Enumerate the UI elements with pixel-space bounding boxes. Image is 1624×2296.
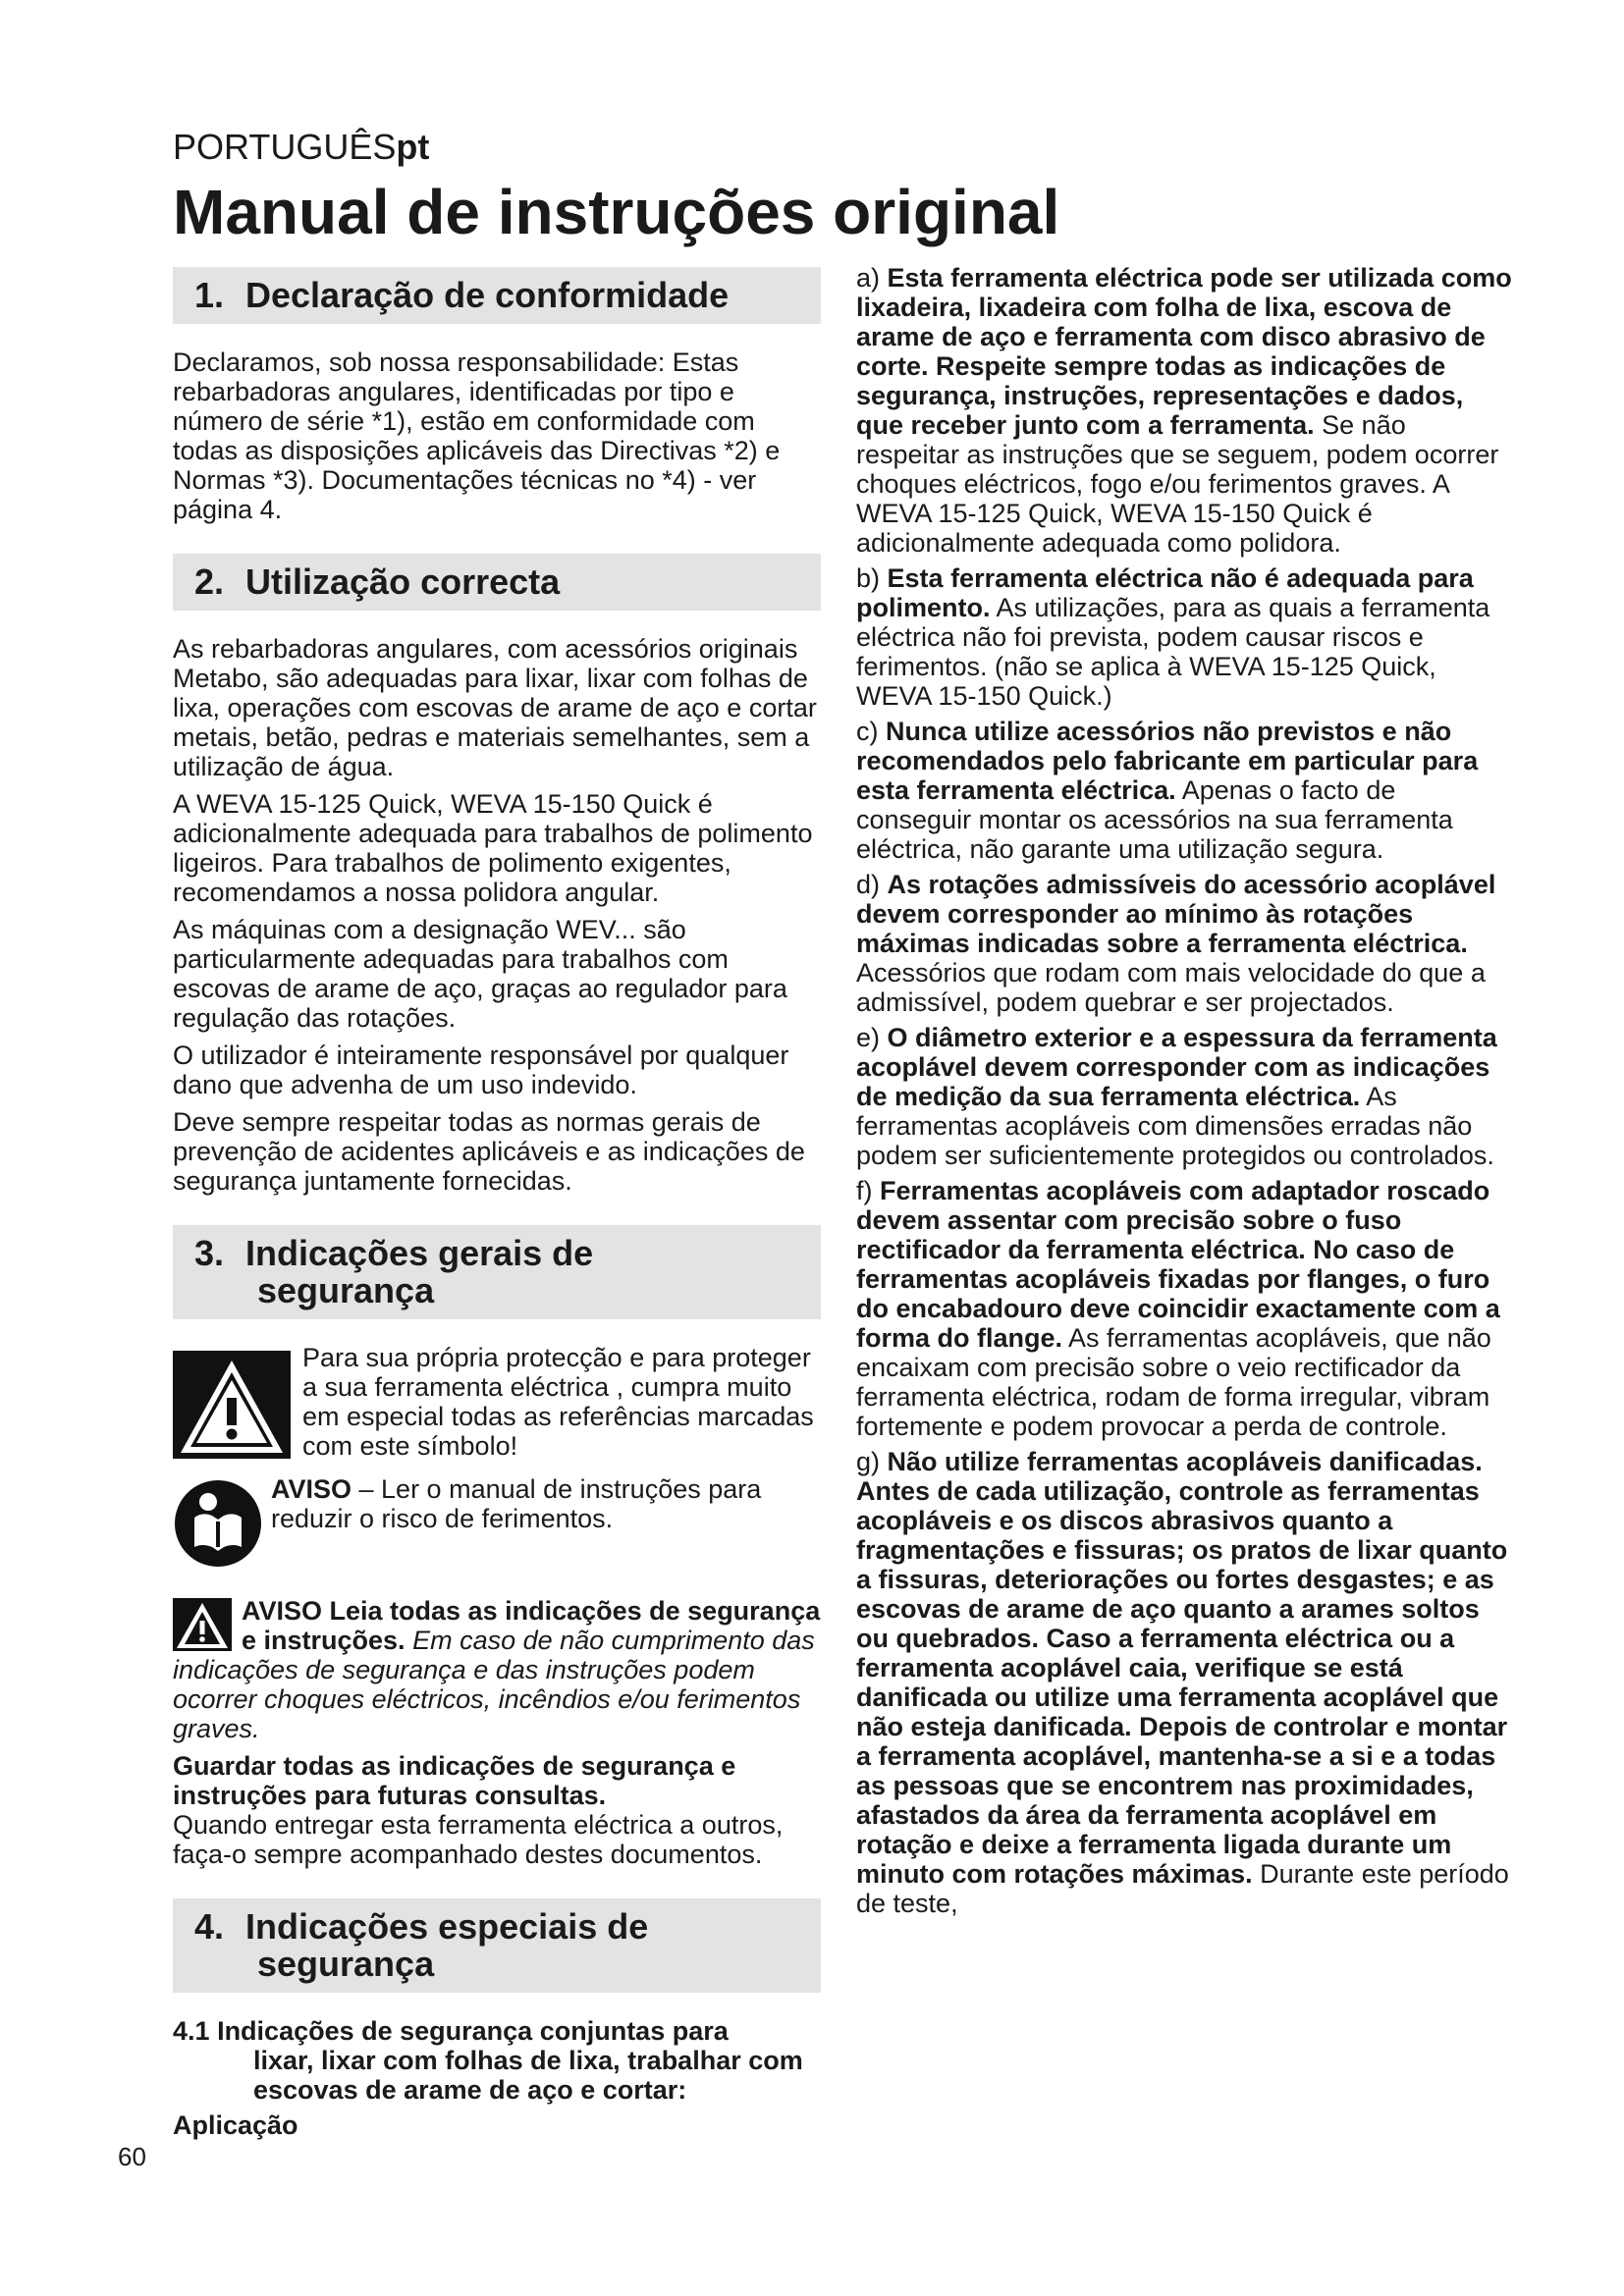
safety-item-text: Apenas o facto de conseguir montar os acessórios na sua ferramenta eléctrica, não garante uma utilização segura.	[856, 775, 1453, 864]
safety-item-f	[856, 1176, 1516, 1441]
page-title: Manual de instruções original	[173, 177, 1060, 247]
section-1-heading	[173, 267, 821, 324]
read-manual-icon	[173, 1478, 263, 1569]
section-1-number: 1.	[194, 275, 225, 315]
safety-item-letter: a)	[856, 263, 881, 293]
warning-symbol-note	[173, 1343, 821, 1461]
keep-instructions-text: Quando entregar esta ferramenta eléctrica a outros, faça-o sempre acompanhado destes documentos.	[173, 1810, 784, 1869]
section-3-title-line1: Indicações gerais de	[245, 1233, 594, 1273]
safety-item-bold: As rotações admissíveis do acessório acoplável devem corresponder ao mínimo às rotações máximas indicadas sobre a ferramenta eléctrica.	[856, 870, 1496, 958]
section-2-paragraph: A WEVA 15-125 Quick, WEVA 15-150 Quick é adicionalmente adequada para trabalhos de polimento ligeiros. Para trabalhos de polimento exigentes, recomendamos a nossa polidora angular.	[173, 789, 813, 907]
safety-item-bold: Não utilize ferramentas acopláveis danificadas. Antes de cada utilização, controle as ferramentas acopláveis e os discos abrasivos quanto a fragmentações e fissuras; os pratos de lixar quanto a fissuras, deteriorações ou fortes desgastes; e as escovas de arame de aço quanto a arames soltos ou quebrados. Caso a ferramenta eléctrica ou a ferramenta acoplável caia, verifique se está danificada ou utilize uma ferramenta acoplável que não esteja danificada. Depois de controlar e montar a ferramenta acoplável, mantenha-se a si e a todas as pessoas que se encontrem nas proximidades, afastados da área da ferramenta acoplável em rotação e deixe a ferramenta ligada durante um minuto com rotações máximas.	[856, 1447, 1508, 1889]
keep-instructions-heading: Guardar todas as indicações de segurança e instruções para futuras consultas.	[173, 1751, 736, 1810]
safety-item-letter: d)	[856, 870, 881, 899]
section-4-heading	[173, 1898, 821, 1993]
warning-symbol-text: Para sua própria protecção e para proteger a sua ferramenta eléctrica , cumpra muito em especial todas as referências marcadas com este símbolo!	[302, 1343, 814, 1461]
section-2-paragraph: As máquinas com a designação WEV... são particularmente adequadas para trabalhos com escovas de arame de aço, graças ao regulador para regulação das rotações.	[173, 915, 787, 1033]
subsection-4-1-rest: lixar, lixar com folhas de lixa, trabalhar com escovas de arame de aço e cortar:	[253, 2046, 803, 2105]
language-label	[173, 128, 429, 167]
safety-item-text: As ferramentas acopláveis, que não encaixam com precisão sobre o veio rectificador da ferramenta eléctrica, rodam de forma irregular, vibram fortemente e podem provocar a perda de controle.	[856, 1323, 1491, 1441]
language-name: PORTUGUÊS	[173, 127, 397, 167]
subsection-4-1-number: 4.1	[173, 2016, 210, 2046]
section-4-number: 4.	[194, 1906, 225, 1947]
page-number: 60	[118, 2142, 146, 2171]
section-2-paragraph: Deve sempre respeitar todas as normas gerais de prevenção de acidentes aplicáveis e as indicações de segurança juntamente fornecidas.	[173, 1107, 805, 1196]
section-2-paragraph: O utilizador é inteiramente responsável por qualquer dano que advenha de um uso indevido.	[173, 1041, 789, 1099]
safety-item-letter: f)	[856, 1176, 873, 1205]
safety-item-bold: Esta ferramenta eléctrica pode ser utilizada como lixadeira, lixadeira com folha de lixa, escova de arame de aço e ferramenta com disco abrasivo de corte. Respeite sempre todas as indicações de segurança, instruções, representações e dados, que receber junto com a ferramenta.	[856, 263, 1512, 440]
section-2-heading	[173, 554, 821, 611]
general-warning	[173, 1596, 821, 1743]
safety-item-letter: g)	[856, 1447, 881, 1476]
safety-item-b	[856, 563, 1516, 711]
subsection-4-1-line1: Indicações de segurança conjuntas para	[217, 2016, 729, 2046]
warning-triangle-icon	[173, 1351, 291, 1459]
safety-item-text: As utilizações, para as quais a ferramenta eléctrica não foi prevista, podem causar riscos e ferimentos. (não se aplica à WEVA 15-125 Quick, WEVA 15-150 Quick.)	[856, 593, 1490, 711]
general-warning-italic: Em caso de não cumprimento das indicações de segurança e das instruções podem ocorrer choques eléctricos, incêndios e/ou ferimentos graves.	[173, 1626, 815, 1743]
section-3-title-line2: segurança	[257, 1270, 435, 1310]
section-2-number: 2.	[194, 561, 225, 602]
aviso-label: AVISO	[271, 1474, 352, 1504]
aviso-text: – Ler o manual de instruções para reduzir o risco de ferimentos.	[271, 1474, 762, 1533]
section-4-title-line1: Indicações especiais de	[245, 1906, 649, 1947]
language-code: pt	[396, 127, 430, 167]
section-3-number: 3.	[194, 1233, 225, 1273]
section-4-title-line2: segurança	[257, 1944, 435, 1984]
subsection-4-1-heading	[173, 2016, 821, 2105]
safety-item-g	[856, 1447, 1516, 1918]
general-warning-bold: AVISO Leia todas as indicações de segurança e instruções.	[242, 1596, 821, 1655]
safety-item-text: Durante este período de teste,	[856, 1859, 1509, 1918]
application-heading: Aplicação	[173, 2110, 298, 2140]
safety-item-text: Se não respeitar as instruções que se seguem, podem ocorrer choques eléctricos, fogo e/ou ferimentos graves. A WEVA 15-125 Quick, WEVA 15-150 Quick é adicionalmente adequada como polidora.	[856, 410, 1499, 558]
warning-triangle-small-icon	[173, 1598, 232, 1651]
safety-item-text: As ferramentas acopláveis com dimensões erradas não podem ser suficientemente protegidos ou controlados.	[856, 1082, 1494, 1170]
safety-item-e	[856, 1023, 1516, 1170]
safety-item-bold: Nunca utilize acessórios não previstos e não recomendados pelo fabricante em particular para esta ferramenta eléctrica.	[856, 717, 1479, 805]
section-1-title: Declaração de conformidade	[245, 275, 730, 315]
safety-item-c	[856, 717, 1516, 864]
section-2-paragraph: As rebarbadoras angulares, com acessórios originais Metabo, são adequadas para lixar, lixar com folhas de lixa, operações com escovas de arame de aço e cortar metais, betão, pedras e materiais semelhantes, sem a utilização de água.	[173, 634, 817, 781]
safety-item-letter: c)	[856, 717, 879, 746]
safety-item-bold: Esta ferramenta eléctrica não é adequada para polimento.	[856, 563, 1474, 622]
left-column	[173, 267, 821, 2148]
section-1-body: Declaramos, sob nossa responsabilidade: Estas rebarbadoras angulares, identificadas por tipo e número de série *1), estão em conformidade com todas as disposições aplicáveis das Directivas *2) e Normas *3). Documentações técnicas no *4) - ver página 4.	[173, 347, 781, 524]
read-manual-note	[173, 1474, 821, 1573]
read-manual-text	[271, 1474, 821, 1533]
safety-item-d	[856, 870, 1516, 1017]
safety-item-bold: O diâmetro exterior e a espessura da ferramenta acoplável devem corresponder com as indicações de medição da sua ferramenta eléctrica.	[856, 1023, 1497, 1111]
safety-item-letter: e)	[856, 1023, 881, 1052]
safety-item-text: Acessórios que rodam com mais velocidade do que a admissível, podem quebrar e ser projectados.	[856, 958, 1486, 1017]
safety-item-letter: b)	[856, 563, 881, 593]
safety-item-bold: Ferramentas acopláveis com adaptador roscado devem assentar com precisão sobre o fuso rectificador da ferramenta eléctrica. No caso de ferramentas acopláveis fixadas por flanges, o furo do encabadouro deve coincidir exactamente com a forma do flange.	[856, 1176, 1500, 1353]
section-3-heading	[173, 1225, 821, 1319]
right-column	[856, 263, 1516, 1924]
section-2-title: Utilização correcta	[245, 561, 561, 602]
safety-item-a	[856, 263, 1516, 558]
